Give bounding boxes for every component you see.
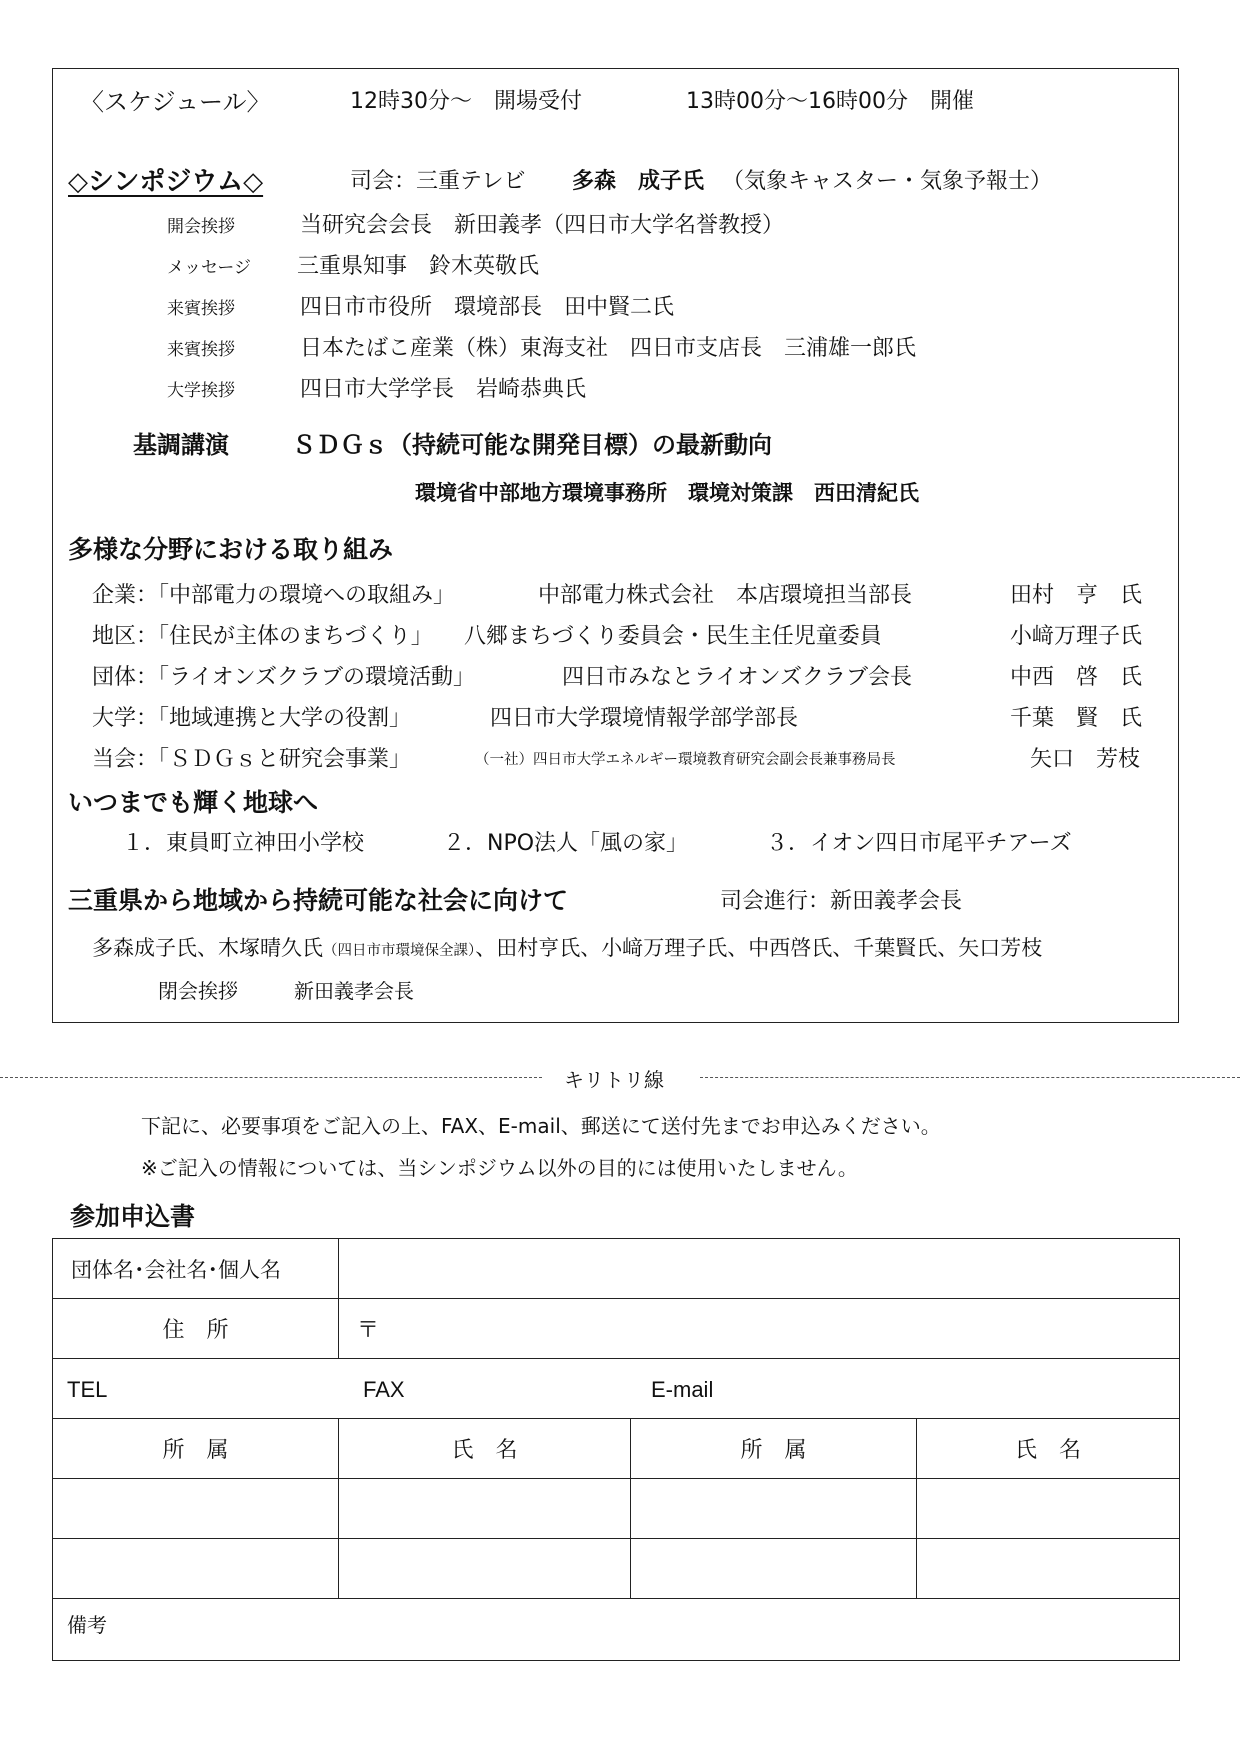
panel-members-b: 、田村亨氏、小﨑万理子氏、中西啓氏、千葉賢氏、矢口芳枝 (475, 936, 1043, 960)
panel-mc: 司会進行：新田義孝会長 (720, 889, 963, 914)
greeting-role: 来賓挨拶 (167, 299, 235, 319)
earth-item: ２．NPO法人「風の家」 (443, 831, 689, 856)
postal-mark: 〒 (357, 1318, 380, 1343)
table-row (53, 1359, 1180, 1419)
affiliation-input[interactable] (631, 1479, 917, 1539)
greeting-text: 日本たばこ産業（株）東海支社 四日市支店長 三浦雄一郎氏 (300, 336, 917, 361)
org-input[interactable] (339, 1239, 1180, 1299)
form-title: 参加申込書 (70, 1202, 196, 1231)
earth-item: １．東員町立神田小学校 (122, 831, 365, 856)
table-row (53, 1539, 1180, 1599)
cut-line-right (700, 1077, 1240, 1078)
table-row (53, 1479, 1180, 1539)
cut-line-left (0, 1077, 542, 1078)
table-row (53, 1239, 1180, 1299)
list-item (92, 742, 1167, 776)
symposium-mc-prefix: 司会：三重テレビ (350, 169, 526, 194)
keynote-label: 基調講演 (133, 431, 229, 459)
greeting-text: 三重県知事 鈴木英敬氏 (297, 254, 540, 279)
list-item (92, 578, 1167, 612)
initiative-name: 中西 啓 氏 (1010, 665, 1143, 690)
initiative-topic: 団体：「ライオンズクラブの環境活動」 (92, 665, 476, 690)
initiative-topic: 当会：「ＳＤＧｓと研究会事業」 (92, 747, 412, 772)
panel-heading: 三重県から地域から持続可能な社会に向けて (68, 886, 569, 915)
application-form (52, 1238, 1180, 1661)
cut-label: キリトリ線 (564, 1068, 664, 1092)
list-item (92, 701, 1167, 735)
initiative-org: 四日市大学環境情報学部学部長 (490, 706, 799, 731)
email-label: E-mail (651, 1377, 714, 1402)
initiative-topic: 大学：「地域連携と大学の役割」 (92, 706, 412, 731)
initiative-name: 矢口 芳枝 (1030, 747, 1141, 772)
col-name: 氏 名 (917, 1419, 1180, 1479)
initiative-org: （一社）四日市大学エネルギー環境教育研究会副会長兼事務局長 (475, 752, 896, 768)
initiative-org: 中部電力株式会社 本店環境担当部長 (538, 583, 913, 608)
remarks-label: 備考 (67, 1613, 107, 1637)
fax-label: FAX (363, 1377, 405, 1402)
symposium-mc-suffix: （気象キャスター・気象予報士） (722, 169, 1053, 194)
greeting-role: 大学挨拶 (167, 381, 235, 401)
initiative-org: 四日市みなとライオンズクラブ会長 (562, 665, 913, 690)
initiative-name: 小﨑万理子氏 (1010, 624, 1143, 649)
panel-members-a: 多森成子氏、木塚晴久氏 (92, 936, 323, 960)
schedule-event: 13時00分～16時00分 開催 (686, 89, 974, 114)
name-input[interactable] (339, 1479, 631, 1539)
col-affiliation: 所 属 (53, 1419, 339, 1479)
panel-members-note: （四日市市環境保全課） (323, 943, 476, 959)
earth-item: ３．イオン四日市尾平チアーズ (766, 831, 1072, 856)
schedule-label: 〈スケジュール〉 (80, 88, 271, 116)
list-item (92, 660, 1167, 694)
org-label: 団体名･会社名･個人名 (53, 1239, 339, 1299)
schedule-reception: 12時30分～ 開場受付 (350, 89, 582, 114)
affiliation-input[interactable] (53, 1539, 339, 1599)
greeting-role: 開会挨拶 (167, 217, 235, 237)
col-name: 氏 名 (339, 1419, 631, 1479)
table-row (53, 1419, 1180, 1479)
remarks-field[interactable] (53, 1599, 1180, 1661)
initiative-org: 八郷まちづくり委員会・民生主任児童委員 (464, 624, 882, 649)
keynote-speaker: 環境省中部地方環境事務所 環境対策課 西田清紀氏 (415, 481, 919, 505)
keynote-title: ＳＤＧｓ（持続可能な開発目標）の最新動向 (292, 431, 772, 459)
note-line1: 下記に、必要事項をご記入の上、FAX、E-mail、郵送にて送付先までお申込みください。 (141, 1114, 941, 1138)
note-line2: ※ご記入の情報については、当シンポジウム以外の目的には使用いたしません。 (141, 1156, 858, 1180)
greeting-text: 四日市大学学長 岩崎恭典氏 (300, 377, 587, 402)
greeting-role: 来賓挨拶 (167, 340, 235, 360)
name-input[interactable] (339, 1539, 631, 1599)
initiative-topic: 企業：「中部電力の環境への取組み」 (92, 583, 456, 608)
initiatives-heading: 多様な分野における取り組み (68, 535, 394, 564)
address-input[interactable] (339, 1299, 1180, 1359)
name-input[interactable] (917, 1479, 1180, 1539)
contact-row[interactable] (53, 1359, 1180, 1419)
address-label: 住 所 (53, 1299, 339, 1359)
table-row (53, 1599, 1180, 1661)
greeting-text: 当研究会会長 新田義孝（四日市大学名誉教授） (300, 213, 785, 238)
earth-heading: いつまでも輝く地球へ (68, 788, 319, 817)
greeting-role: メッセージ (167, 258, 251, 278)
affiliation-input[interactable] (631, 1539, 917, 1599)
table-row (53, 1299, 1180, 1359)
closing-label: 閉会挨拶 (158, 979, 238, 1003)
name-input[interactable] (917, 1539, 1180, 1599)
affiliation-input[interactable] (53, 1479, 339, 1539)
symposium-mc-name: 多森 成子氏 (572, 169, 705, 194)
col-affiliation: 所 属 (631, 1419, 917, 1479)
symposium-title: ◇シンポジウム◇ (68, 167, 264, 197)
initiative-name: 千葉 賢 氏 (1010, 706, 1143, 731)
closing-name: 新田義孝会長 (294, 979, 414, 1003)
initiative-topic: 地区：「住民が主体のまちづくり」 (92, 624, 433, 649)
tel-label: TEL (67, 1377, 108, 1402)
panel-members (92, 932, 1042, 962)
greeting-text: 四日市市役所 環境部長 田中賢二氏 (300, 295, 675, 320)
list-item (92, 619, 1167, 653)
initiative-name: 田村 亨 氏 (1010, 583, 1143, 608)
